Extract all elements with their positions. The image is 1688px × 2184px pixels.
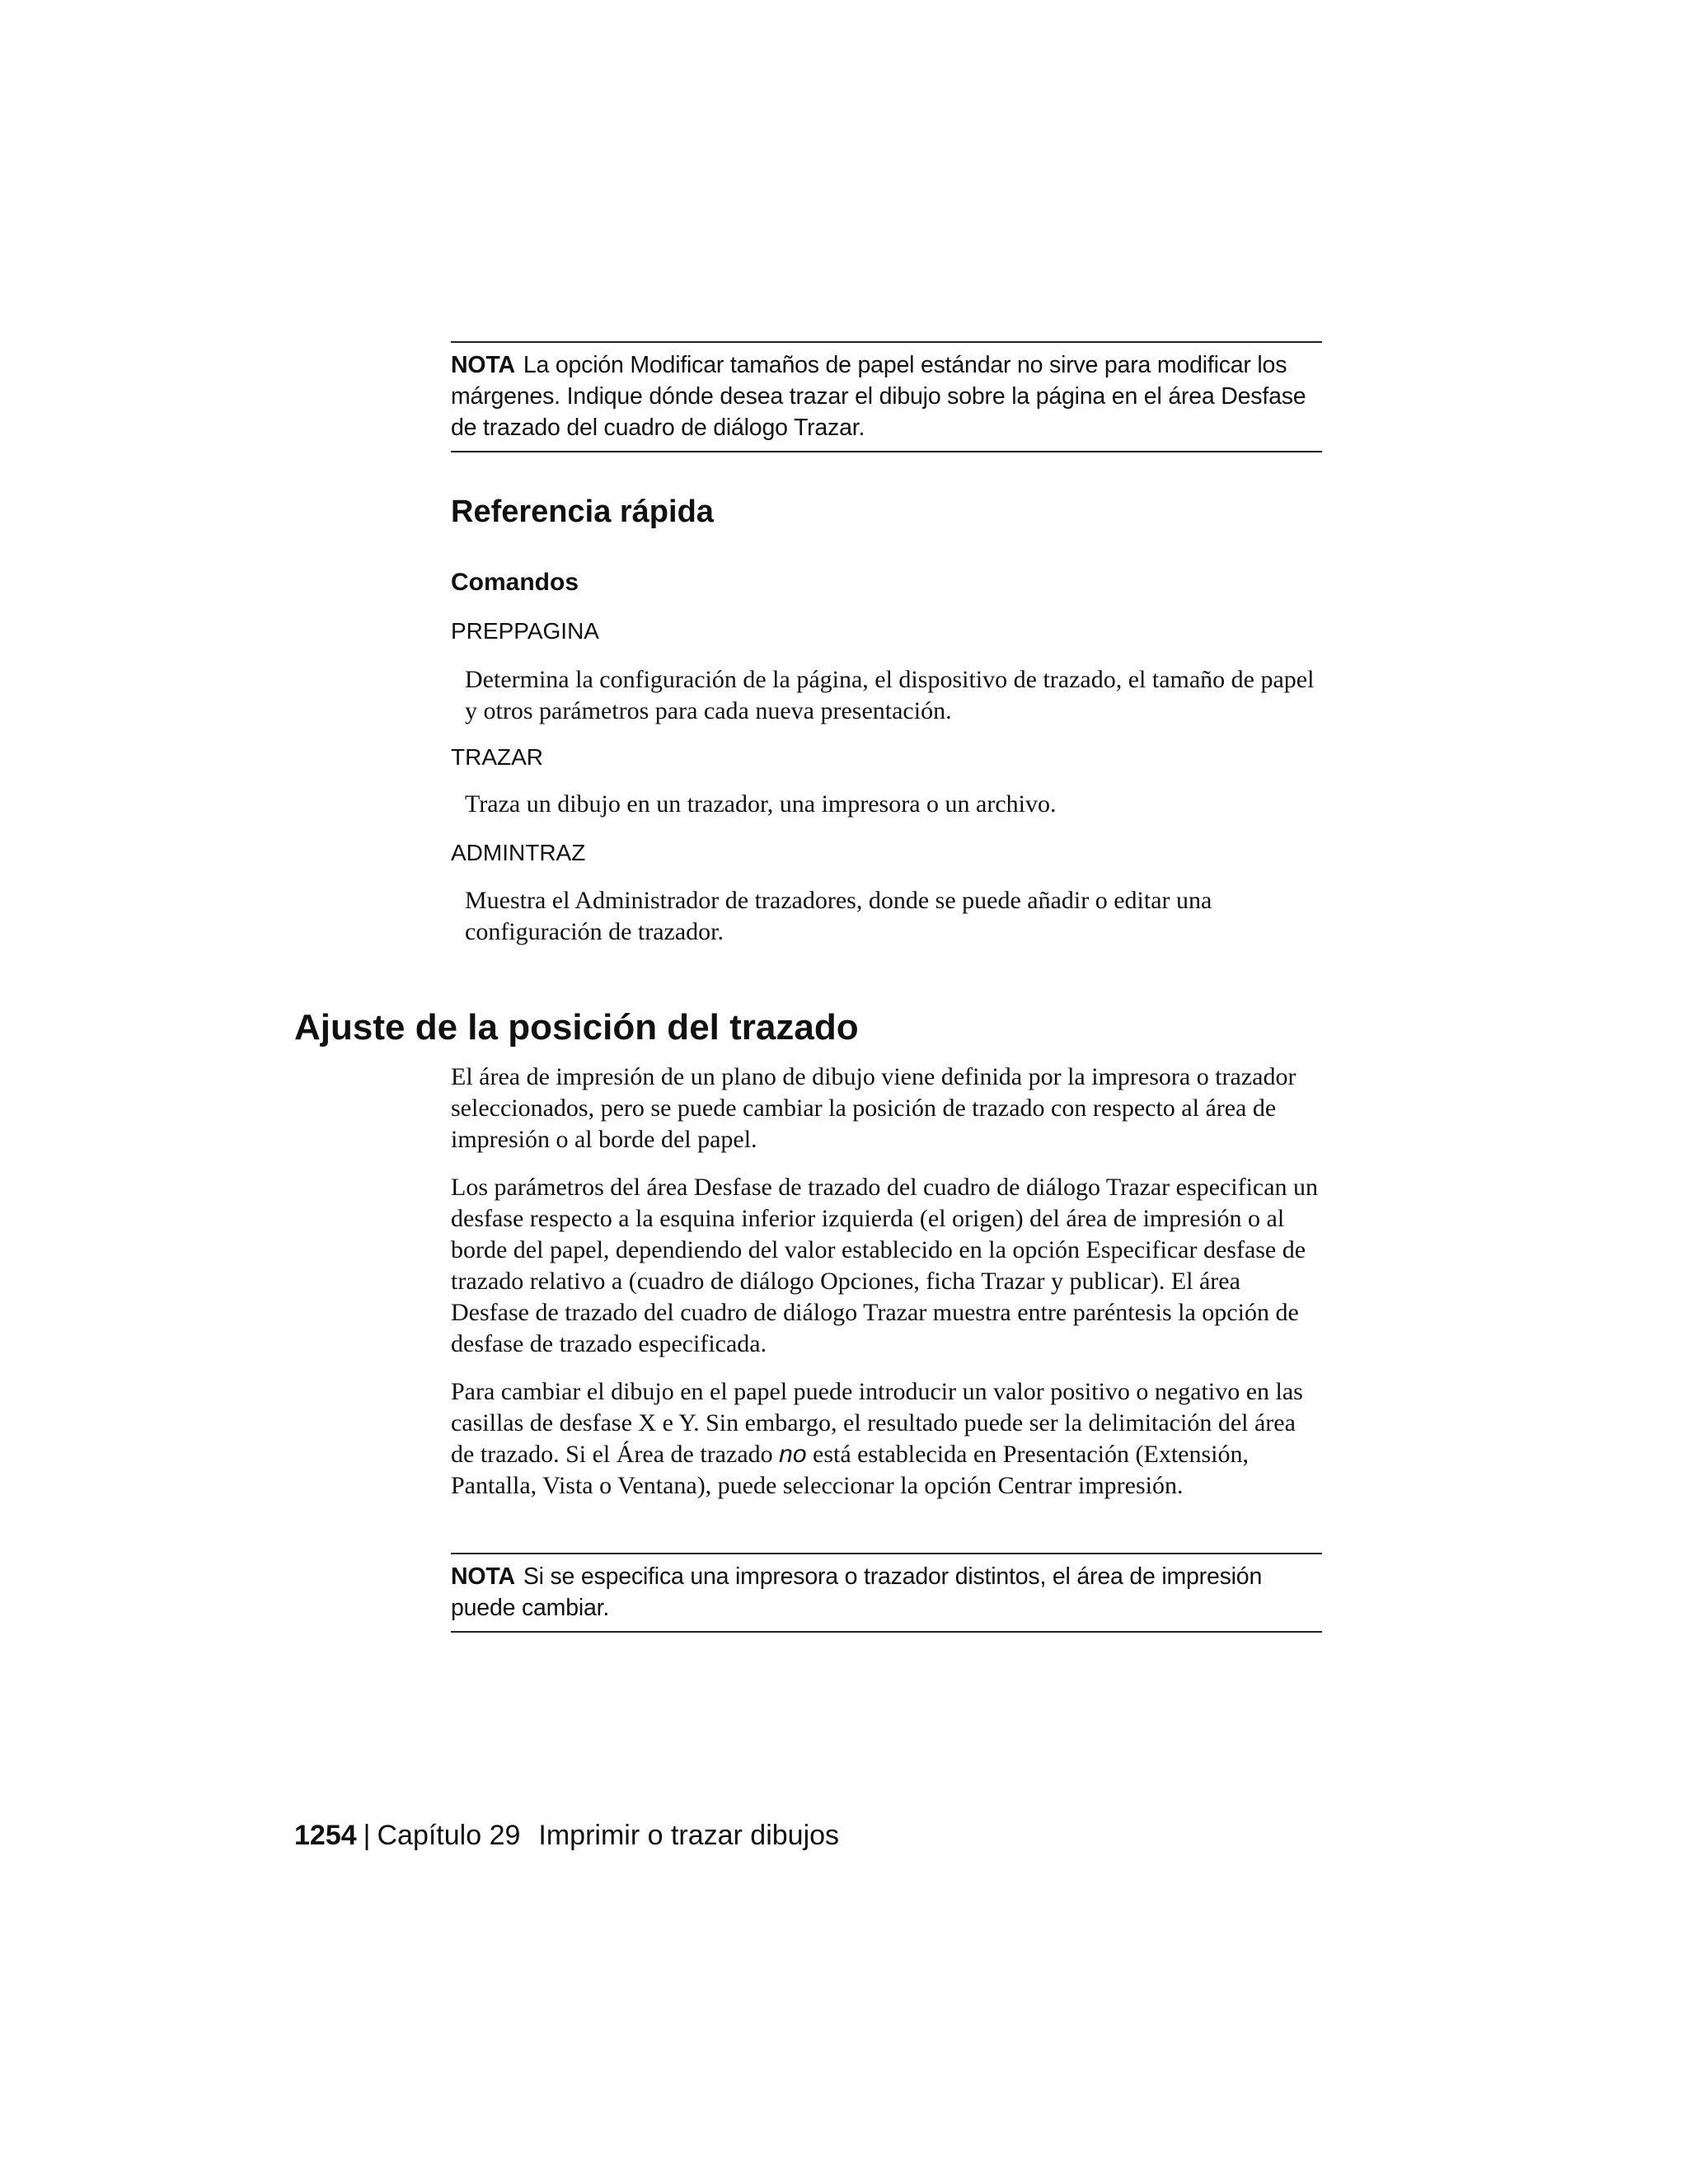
note-box: [451, 1553, 1322, 1633]
section-heading: Ajuste de la posición del trazado: [294, 1007, 859, 1047]
footer-separator: |: [363, 1820, 371, 1851]
page-footer: [294, 1820, 839, 1852]
note-text: Si se especifica una impresora o trazador distintos, el área de impresión puede cambiar.: [451, 1563, 1263, 1621]
body-paragraph: [451, 1376, 1325, 1502]
chapter-title: Imprimir o trazar dibujos: [538, 1820, 840, 1851]
body-paragraph: El área de impresión de un plano de dibujo viene definida por la impresora o trazador seleccionados, pero se puede cambiar la posición de trazado con respecto al área de impresión o al borde del papel.: [451, 1063, 1296, 1153]
chapter-label: Capítulo 29: [377, 1820, 521, 1851]
note-box: [451, 341, 1322, 452]
note-text: La opción Modificar tamaños de papel estándar no sirve para modificar los márgenes. Indique dónde desea trazar el dibujo sobre la página en el área Desfase de trazado del cuadro de diálogo Trazar.: [451, 352, 1306, 441]
page-number: 1254: [294, 1820, 357, 1851]
emphasis-text: no: [779, 1441, 807, 1468]
command-description: Determina la configuración de la página, el dispositivo de trazado, el tamaño de papel y otros parámetros para cada nueva presentación.: [465, 666, 1315, 724]
command-name: TRAZAR: [451, 744, 543, 770]
note-label: NOTA: [451, 1563, 515, 1590]
body-paragraph: Los parámetros del área Desfase de trazado del cuadro de diálogo Trazar especifican un desfase respecto a la esquina inferior izquierda (el origen) del área de impresión o al borde del papel, dependiendo del valor establecido en la opción Especificar desfase de trazado relativo a (cuadro de diálogo Opciones, ficha Trazar y publicar). El área Desfase de trazado del cuadro de diálogo Trazar muestra entre paréntesis la opción de desfase de trazado especificada.: [451, 1174, 1319, 1357]
note-label: NOTA: [451, 352, 515, 378]
command-name: ADMINTRAZ: [451, 840, 586, 865]
quick-reference-heading: Referencia rápida: [451, 494, 714, 529]
command-name: PREPPAGINA: [451, 618, 599, 644]
command-description: Muestra el Administrador de trazadores, donde se puede añadir o editar una configuración de trazador.: [465, 887, 1212, 945]
commands-heading: Comandos: [451, 569, 579, 596]
command-description: Traza un dibujo en un trazador, una impresora o un archivo.: [465, 790, 1057, 818]
paragraph-text: Para cambiar el dibujo en el papel puede introducir un valor positivo o negativo en las casillas de desfase X e Y. Sin embargo, el resultado puede ser la delimitación del área de trazado. Si el Área de trazado: [451, 1378, 1303, 1468]
paragraph-text: está establecida en Presentación (Extensión, Pantalla, Vista o Ventana), puede seleccionar la opción Centrar impresión.: [451, 1441, 1249, 1499]
